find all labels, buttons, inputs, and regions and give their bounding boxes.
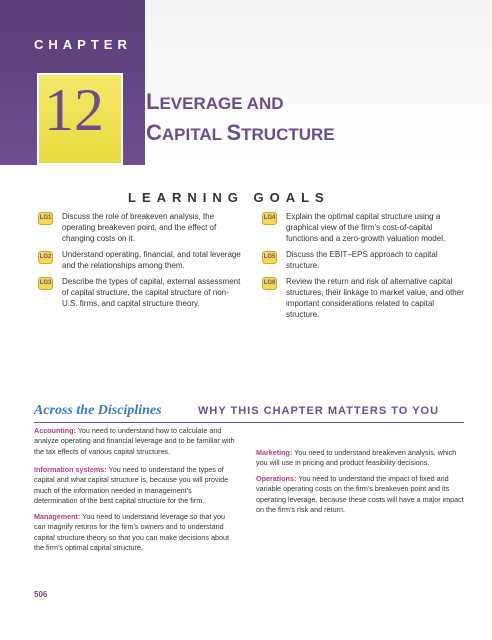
chapter-title — [146, 87, 335, 149]
discipline-operations: Operations: You need to understand the impact of fixed and variable operating costs on the firm’s breakeven point and its operating leverage, because these costs will have a major impact on the firm’s risk and return. — [256, 474, 464, 514]
lg2-badge-icon: LG2 — [38, 251, 53, 264]
chapter-label: CHAPTER — [34, 37, 132, 52]
across-disciplines-title: Across the Disciplines — [34, 403, 162, 418]
learning-goal-5: Discuss the EBIT–EPS approach to capital structure. — [286, 250, 438, 270]
learning-goals-heading: LEARNING GOALS — [128, 190, 330, 205]
discipline-marketing: Marketing: You need to understand breakeven analysis, which you will use in pricing and product feasibility decisions. — [256, 448, 457, 468]
discipline-management: Management: You need to understand leverage so that you can magnify returns for the firm’s owners and to understand capital structure theory so that you can make decisions about the firm’s optimal capital structure. — [34, 512, 229, 552]
lg3-badge-icon: LG3 — [38, 277, 53, 290]
section-divider — [34, 422, 464, 423]
chapter-number: 12 — [44, 77, 104, 143]
learning-goal-6: Review the return and risk of alternative capital structures, their linkage to market value, and other important considerations related to capital structure. — [286, 277, 464, 319]
discipline-accounting: Accounting: You need to understand how to calculate and analyze operating and financial leverage and to be familiar with the tax effects of various capital structures. — [34, 426, 235, 456]
learning-goal-1: Discuss the role of breakeven analysis, the operating breakeven point, and the effect of changing costs on it. — [62, 212, 217, 243]
lg4-badge-icon: LG4 — [262, 212, 277, 225]
learning-goal-4: Explain the optimal capital structure using a graphical view of the firm’s cost-of-capital functions and a zero-growth valuation model. — [286, 212, 446, 243]
lg6-badge-icon: LG6 — [262, 277, 277, 290]
lg1-badge-icon: LG1 — [38, 212, 53, 225]
title-line-1: LEVERAGE AND — [146, 89, 284, 114]
page-number: 506 — [34, 590, 48, 599]
learning-goal-3: Describe the types of capital, external assessment of capital structure, the capital structure of non-U.S. firms, and capital structure theory. — [62, 277, 241, 308]
title-line-2: CAPITAL STRUCTURE — [146, 120, 335, 145]
lg5-badge-icon: LG5 — [262, 251, 277, 264]
discipline-information-systems: Information systems: You need to understand the types of capital and what capital structure is, because you will provide much of the information needed in management’s determination of the best capital structure for the firm. — [34, 465, 229, 505]
why-chapter-matters-title: WHY THIS CHAPTER MATTERS TO YOU — [198, 405, 440, 417]
learning-goal-2: Understand operating, financial, and total leverage and the relationships among them. — [62, 250, 241, 270]
